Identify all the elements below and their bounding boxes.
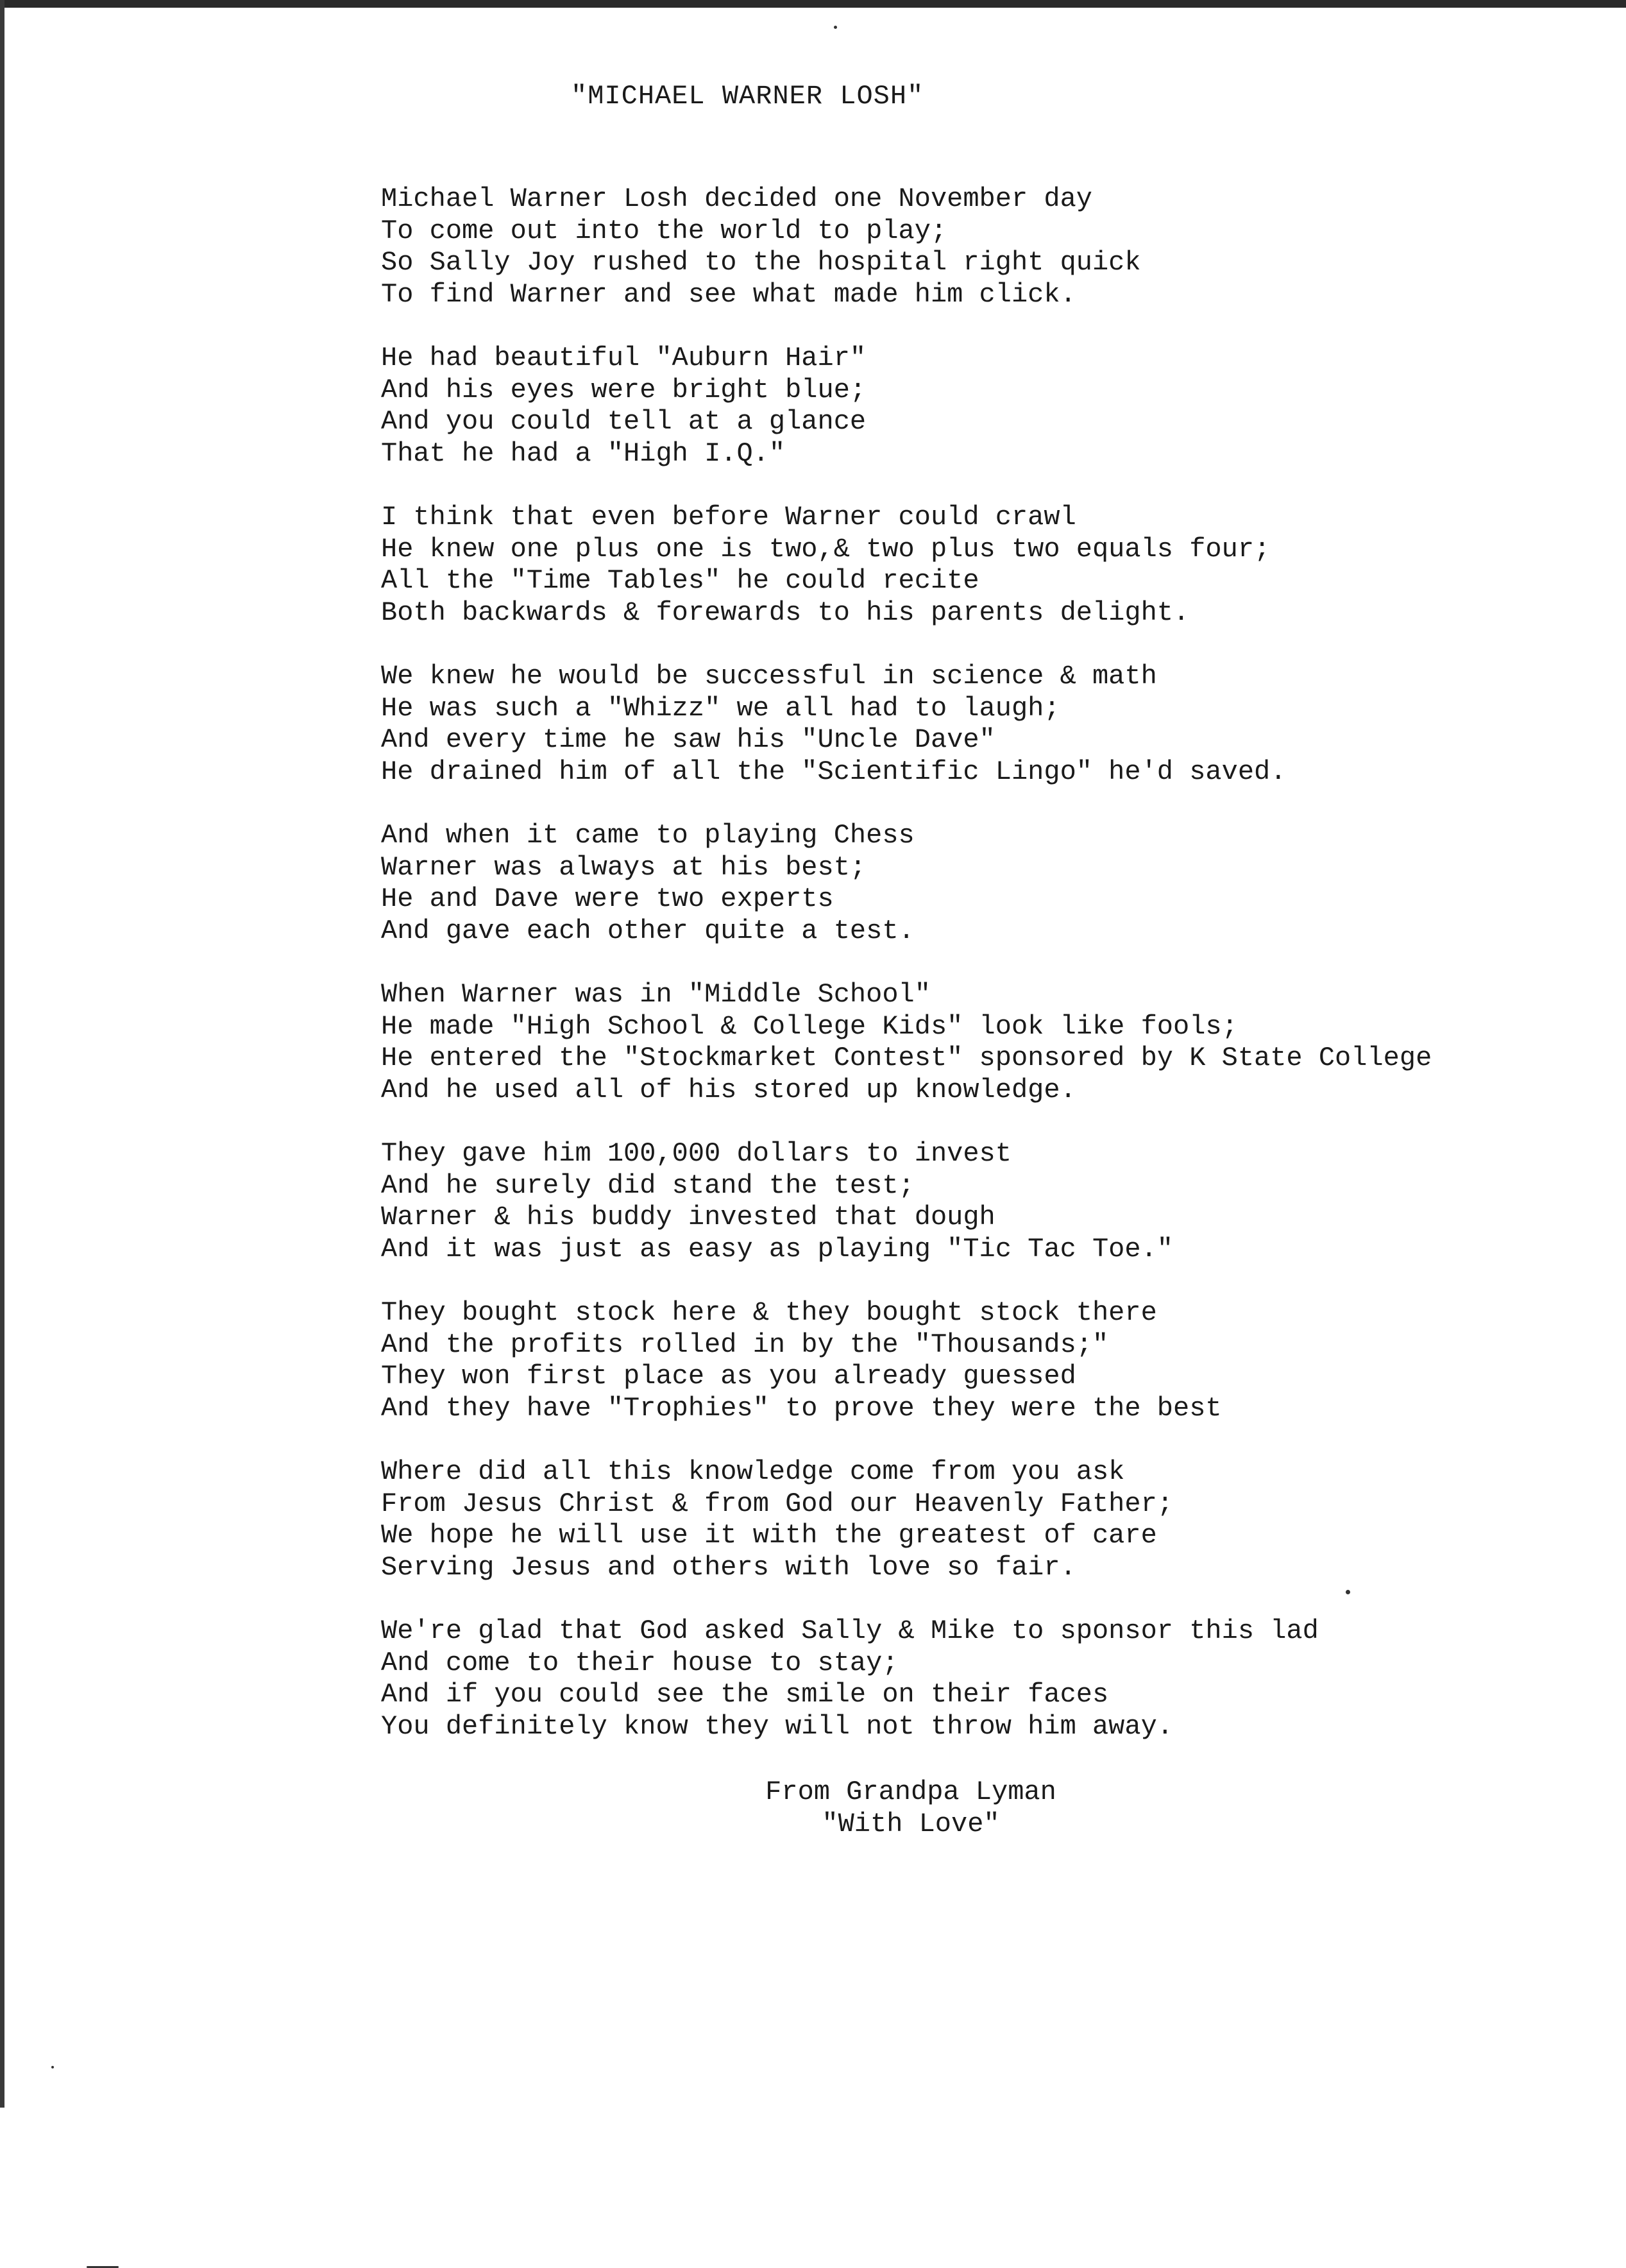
poem-line: You definitely know they will not throw him away. [381, 1710, 1174, 1742]
stanza-1 [381, 183, 1619, 311]
scan-speck [834, 26, 837, 29]
stanza-3 [381, 502, 1619, 629]
poem-line: Warner & his buddy invested that dough [381, 1202, 995, 1232]
poem-line: And every time he saw his "Uncle Dave" [381, 724, 995, 755]
scan-top-edge [0, 0, 1626, 8]
poem-line: They won first place as you already guessed [381, 1361, 1076, 1392]
poem-line: And the profits rolled in by the "Thousands;" [381, 1329, 1109, 1360]
poem-line: And gave each other quite a test. [381, 915, 915, 946]
stanza-7 [381, 1138, 1619, 1265]
poem-line: They gave him 100,000 dollars to invest [381, 1138, 1012, 1169]
signature-from: From Grandpa Lyman [765, 1777, 1056, 1807]
poem-line: And his eyes were bright blue; [381, 374, 867, 405]
stanza-10 [381, 1616, 1619, 1743]
poem-line: We hope he will use it with the greatest of care [381, 1520, 1157, 1551]
poem-line: To find Warner and see what made him click. [381, 278, 1076, 310]
poem-line: Warner was always at his best; [381, 851, 867, 883]
stanza-2 [381, 343, 1619, 470]
poem-line: To come out into the world to play; [381, 215, 947, 246]
poem-line: Serving Jesus and others with love so fair. [381, 1551, 1076, 1583]
stanza-6 [381, 979, 1619, 1106]
poem-body [381, 183, 1619, 1775]
stanza-5 [381, 820, 1619, 947]
poem-line: I think that even before Warner could crawl [381, 502, 1076, 533]
poem-line: He made "High School & College Kids" look like fools; [381, 1010, 1238, 1042]
scan-speck [51, 2066, 54, 2068]
poem-line: We're glad that God asked Sally & Mike to sponsor this lad [381, 1616, 1319, 1646]
poem-title: "MICHAEL WARNER LOSH" [571, 81, 924, 112]
poem-line: He had beautiful "Auburn Hair" [381, 343, 867, 373]
poem-line: When Warner was in "Middle School" [381, 979, 931, 1010]
poem-line: We knew he would be successful in science & math [381, 661, 1157, 692]
stanza-4 [381, 661, 1619, 788]
poem-line: And he surely did stand the test; [381, 1170, 915, 1201]
poem-line: And he used all of his stored up knowledge. [381, 1074, 1076, 1105]
poem-line: And when it came to playing Chess [381, 820, 915, 851]
signature-block [706, 1776, 1116, 1840]
poem-line: And come to their house to stay; [381, 1647, 899, 1678]
scan-left-edge [0, 0, 4, 2108]
poem-line: And it was just as easy as playing "Tic Tac Toe." [381, 1233, 1174, 1265]
poem-line: And you could tell at a glance [381, 406, 867, 437]
stanza-9 [381, 1456, 1619, 1583]
poem-line: They bought stock here & they bought stock there [381, 1297, 1157, 1328]
poem-line: He drained him of all the "Scientific Lingo" he'd saved. [381, 756, 1287, 787]
stanza-8 [381, 1297, 1619, 1424]
poem-line: And if you could see the smile on their faces [381, 1679, 1109, 1710]
poem-line: He entered the "Stockmarket Contest" sponsored by K State College [381, 1043, 1432, 1073]
signature-closing: "With Love" [822, 1809, 1000, 1839]
poem-line: Michael Warner Losh decided one November day [381, 183, 1092, 214]
poem-line: Where did all this knowledge come from you ask [381, 1456, 1125, 1487]
poem-line: And they have "Trophies" to prove they were the best [381, 1392, 1222, 1424]
poem-line: He was such a "Whizz" we all had to laugh; [381, 692, 1060, 724]
poem-line: He and Dave were two experts [381, 883, 834, 914]
poem-line: From Jesus Christ & from God our Heavenly Father; [381, 1488, 1174, 1519]
poem-line: So Sally Joy rushed to the hospital right quick [381, 247, 1141, 278]
poem-line: All the "Time Tables" he could recite [381, 565, 979, 596]
poem-line: That he had a "High I.Q." [381, 438, 786, 469]
poem-line: He knew one plus one is two,& two plus two equals four; [381, 533, 1271, 565]
poem-line: Both backwards & forewards to his parents delight. [381, 597, 1190, 628]
